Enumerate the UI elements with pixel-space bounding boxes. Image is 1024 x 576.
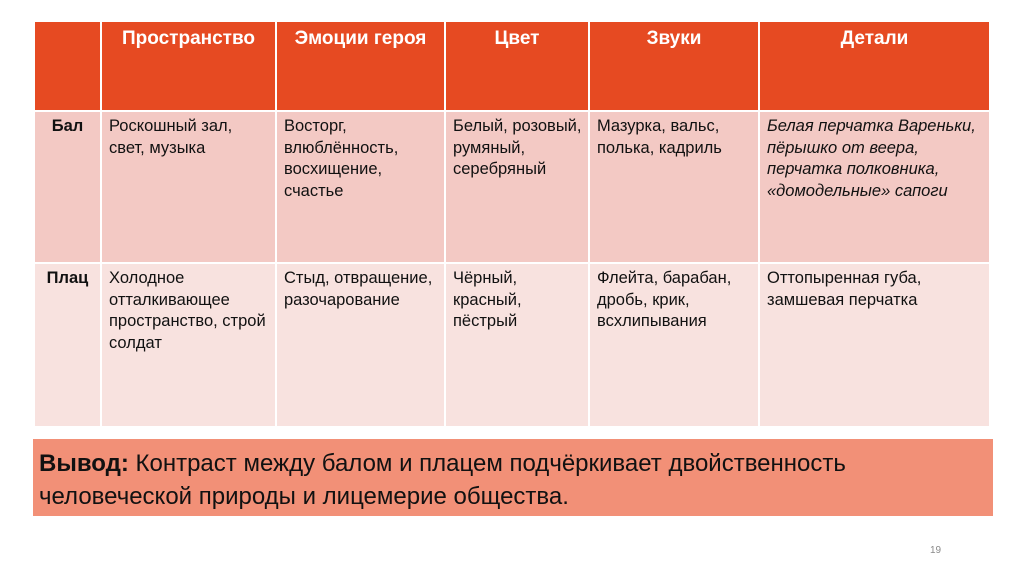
header-details: Детали <box>760 22 989 112</box>
cell-ball-sounds: Мазурка, вальс, полька, кадриль <box>590 112 760 264</box>
row-label-parade: Плац <box>35 264 102 428</box>
cell-parade-space: Холодное отталкивающее пространство, строй солдат <box>102 264 277 428</box>
cell-parade-details: Оттопыренная губа, замшевая перчатка <box>760 264 989 428</box>
comparison-table <box>35 22 989 428</box>
page-number: 19 <box>930 545 942 556</box>
cell-parade-emotions: Стыд, отвращение, разочарование <box>277 264 446 428</box>
header-color: Цвет <box>446 22 590 112</box>
conclusion-box <box>33 439 993 516</box>
table-header-row <box>35 22 989 112</box>
cell-parade-sounds: Флейта, барабан, дробь, крик, всхлипывания <box>590 264 760 428</box>
cell-ball-emotions: Восторг, влюблённость, восхищение, счастье <box>277 112 446 264</box>
header-sounds: Звуки <box>590 22 760 112</box>
table-row-parade <box>35 264 989 428</box>
cell-parade-color: Чёрный, красный, пёстрый <box>446 264 590 428</box>
cell-ball-color: Белый, розовый, румяный, серебряный <box>446 112 590 264</box>
cell-ball-space: Роскошный зал, свет, музыка <box>102 112 277 264</box>
cell-ball-details: Белая перчатка Вареньки, пёрышко от веера, перчатка полковника, «домодельные» сапоги <box>760 112 989 264</box>
header-space: Пространство <box>102 22 277 112</box>
header-emotions: Эмоции героя <box>277 22 446 112</box>
conclusion-text: Контраст между балом и плацем подчёркивает двойственность человеческой природы и лицемерие общества. <box>39 450 846 510</box>
header-corner-cell <box>35 22 102 112</box>
table-row-ball <box>35 112 989 264</box>
row-label-ball: Бал <box>35 112 102 264</box>
conclusion-label: Вывод: <box>39 450 129 477</box>
